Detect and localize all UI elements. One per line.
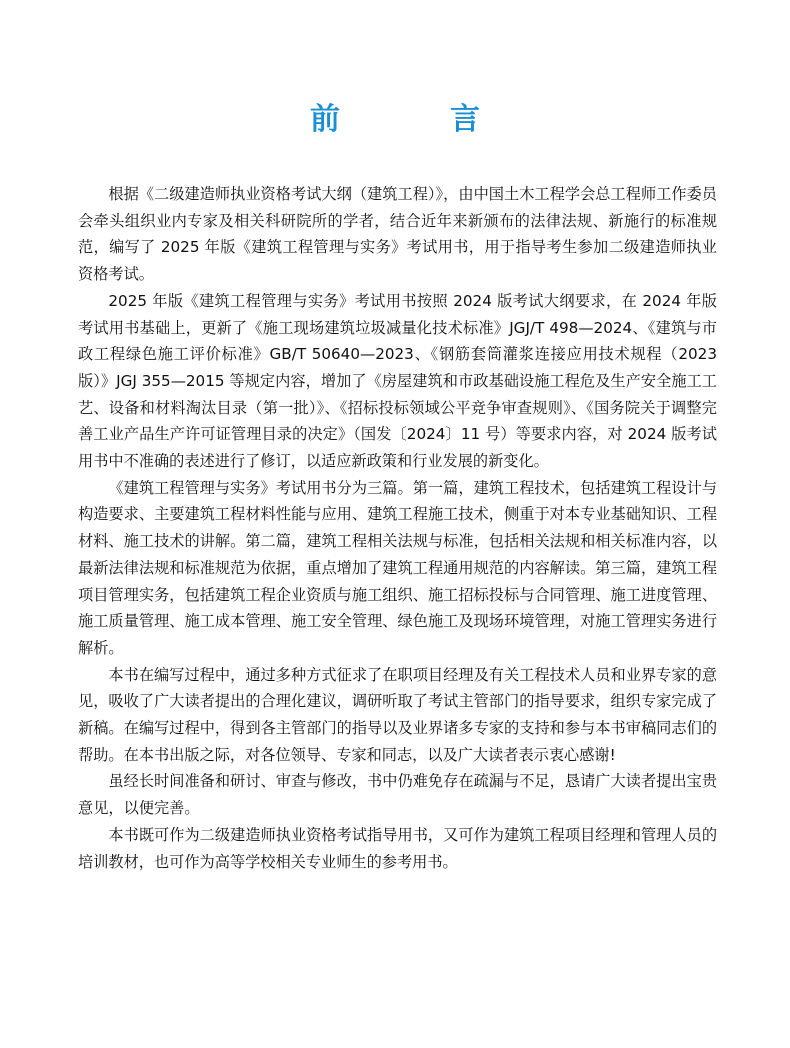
paragraph-4: 本书在编写过程中，通过多种方式征求了在职项目经理及有关工程技术人员和业界专家的意见，吸收了广大读者提出的合理化建议，调研听取了考试主管部门的指导要求，组织专家完成了新稿。在编写过程中，得到各主管部门的指导以及业界诸多专家的支持和参与本书审稿同志们的帮助。在本书出版之际，对各位领导、专家和同志，以及广大读者表示衷心感谢!: [78, 665, 717, 764]
paragraph-3: 《建筑工程管理与实务》考试用书分为三篇。第一篇，建筑工程技术，包括建筑工程设计与构造要求、主要建筑工程材料性能与应用、建筑工程施工技术，侧重于对本专业基础知识、工程材料、施工技术的讲解。第二篇，建筑工程相关法规与标准，包括相关法规和相关标准内容，以最新法律法规和标准规范为依据，重点增加了建筑工程通用规范的内容解读。第三篇，建筑工程项目管理实务，包括建筑工程企业资质与施工组织、施工招标投标与合同管理、施工进度管理、施工质量管理、施工成本管理、施工安全管理、绿色施工及现场环境管理，对施工管理实务进行解析。: [78, 478, 717, 657]
paragraph-2: 2025 年版《建筑工程管理与实务》考试用书按照 2024 版考试大纲要求，在 2024 年版考试用书基础上，更新了《施工现场建筑垃圾减量化技术标准》JGJ/T 498—2024、《建筑与市政工程绿色施工评价标准》GB/T 50640—2023、《钢筋套筒灌浆连接应用技术规程（2023 版）》JGJ 355—2015 等规定内容，增加了《房屋建筑和市政基础设施工程危及生产安全施工工艺、设备和材料淘汰目录（第一批）》、《招标投标领域公平竞争审查规则》、《国务院关于调整完善工业产品生产许可证管理目录的决定》（国发〔2024〕11 号）等要求内容，对 2024 版考试用书中不准确的表述进行了修订，以适应新政策和行业发展的新变化。: [78, 291, 717, 471]
paragraph-5: 虽经长时间准备和研讨、审查与修改，书中仍难免存在疏漏与不足，恳请广大读者提出宝贵意见，以便完善。: [78, 772, 717, 818]
paragraph-1: 根据《二级建造师执业资格考试大纲（建筑工程）》，由中国土木工程学会总工程师工作委员会牵头组织业内专家及相关科研院所的学者，结合近年来新颁布的法律法规、新施行的标准规范，编写了 2025 年版《建筑工程管理与实务》考试用书，用于指导考生参加二级建造师执业资格考试。: [78, 185, 717, 284]
preface-body: [78, 181, 717, 875]
page-title: 前 言: [310, 102, 520, 137]
paragraph-6: 本书既可作为二级建造师执业资格考试指导用书，又可作为建筑工程项目经理和管理人员的培训教材，也可作为高等学校相关专业师生的参考用书。: [78, 825, 717, 871]
